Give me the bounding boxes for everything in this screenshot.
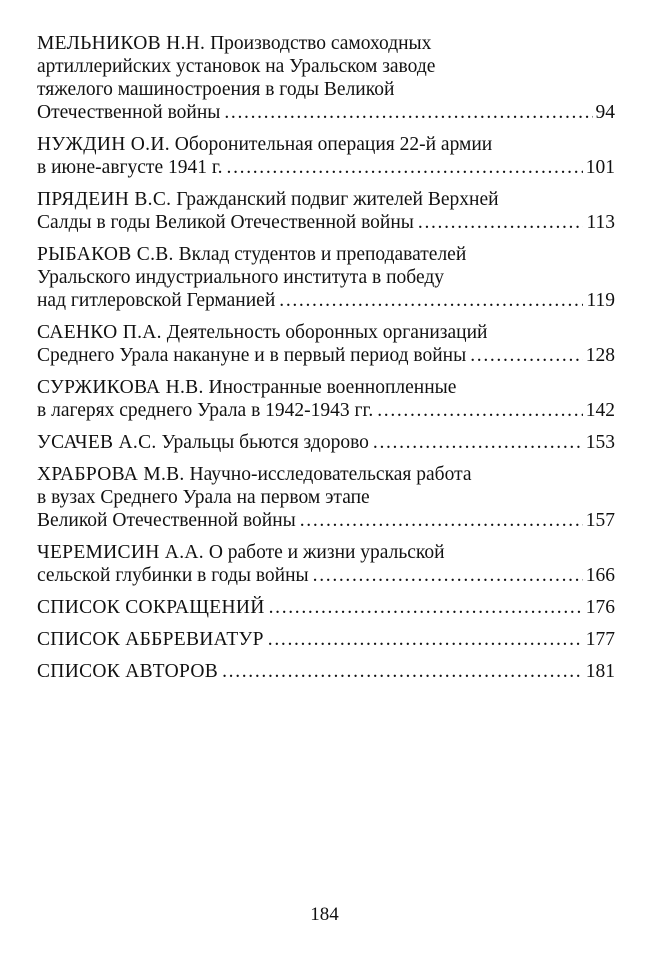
entry-title-line: Иностранные военнопленные — [208, 377, 457, 398]
entry-title-line: Производство самоходных — [210, 33, 432, 54]
toc-last-line — [37, 344, 615, 367]
toc-entry — [37, 188, 615, 234]
entry-page-number: 157 — [585, 510, 615, 531]
dot-leader — [268, 628, 583, 651]
dot-leader — [373, 431, 583, 454]
toc-section — [37, 660, 615, 683]
toc-line — [37, 376, 615, 399]
entry-title-line: артиллерийских установок на Уральском заводе — [37, 56, 436, 77]
toc-line — [37, 321, 615, 344]
toc-entry — [37, 133, 615, 179]
toc-line — [37, 431, 369, 454]
dot-leader — [377, 399, 583, 422]
toc-last-line — [37, 156, 615, 179]
entry-author: ЧЕРЕМИСИН А.А. — [37, 542, 204, 563]
entry-title-line: Уральцы бьются здорово — [161, 432, 369, 453]
entry-author: МЕЛЬНИКОВ Н.Н. — [37, 33, 206, 54]
entry-author: САЕНКО П.А. — [37, 322, 162, 343]
toc-last-line — [37, 660, 615, 683]
toc-line — [37, 463, 615, 486]
entry-title-line: О работе и жизни уральской — [208, 542, 445, 563]
dot-leader — [279, 289, 583, 312]
entry-title-line: в лагерях среднего Урала в 1942-1943 гг. — [37, 400, 374, 421]
dot-leader — [227, 156, 583, 179]
toc-line — [37, 133, 615, 156]
section-title: СПИСОК СОКРАЩЕНИЙ — [37, 597, 265, 618]
entry-title-line: тяжелого машиностроения в годы Великой — [37, 79, 395, 100]
entry-author: ХРАБРОВА М.В. — [37, 464, 185, 485]
entry-title-line: над гитлеровской Германией — [37, 290, 276, 311]
toc-entry — [37, 243, 615, 312]
entry-title-line: Оборонительная операция 22-й армии — [174, 134, 493, 155]
entry-page-number: 153 — [585, 432, 615, 453]
entry-title-line: Уральского индустриального института в победу — [37, 267, 445, 288]
entry-author: СУРЖИКОВА Н.В. — [37, 377, 204, 398]
toc-entry — [37, 376, 615, 422]
section-title: СПИСОК АББРЕВИАТУР — [37, 629, 264, 650]
dot-leader — [269, 596, 583, 619]
section-title: СПИСОК АВТОРОВ — [37, 661, 219, 682]
toc-entry — [37, 463, 615, 532]
toc-section — [37, 628, 615, 651]
section-page-number: 177 — [585, 629, 615, 650]
toc-line — [37, 188, 615, 211]
entry-title-line: Отечественной войны — [37, 102, 221, 123]
entry-title-line: Научно-исследовательская работа — [189, 464, 472, 485]
dot-leader — [470, 344, 583, 367]
entry-page-number: 166 — [585, 565, 615, 586]
entry-title-line: в июне-августе 1941 г. — [37, 157, 223, 178]
dot-leader — [300, 509, 583, 532]
entry-title-line: Вклад студентов и преподавателей — [178, 244, 467, 265]
toc-last-line — [37, 289, 615, 312]
page-number: 184 — [310, 904, 339, 925]
entry-page-number: 119 — [586, 290, 615, 311]
section-page-number: 181 — [585, 661, 615, 682]
toc-last-line — [37, 211, 615, 234]
entry-title-line: Деятельность оборонных организаций — [166, 322, 488, 343]
toc-last-line — [37, 101, 615, 124]
toc-last-line — [37, 509, 615, 532]
entry-title-line: в вузах Среднего Урала на первом этапе — [37, 487, 370, 508]
section-page-number: 176 — [585, 597, 615, 618]
toc-last-line — [37, 628, 615, 651]
entry-author: ПРЯДЕИН В.С. — [37, 189, 172, 210]
toc-entry — [37, 541, 615, 587]
dot-leader — [313, 564, 583, 587]
toc-entry — [37, 32, 615, 124]
entry-author: НУЖДИН О.И. — [37, 134, 170, 155]
entry-title-line: Среднего Урала накануне и в первый период войны — [37, 345, 467, 366]
entry-title-line: сельской глубинки в годы войны — [37, 565, 309, 586]
toc-line — [37, 541, 615, 564]
entry-title-line: Салды в годы Великой Отечественной войны — [37, 212, 414, 233]
toc-last-line — [37, 564, 615, 587]
entry-page-number: 101 — [585, 157, 615, 178]
toc-entry — [37, 321, 615, 367]
toc-line — [37, 243, 615, 266]
entry-author: РЫБАКОВ С.В. — [37, 244, 174, 265]
toc-line — [37, 32, 615, 55]
entry-title-line: Гражданский подвиг жителей Верхней — [176, 189, 499, 210]
entry-title-line: Великой Отечественной войны — [37, 510, 296, 531]
toc-last-line — [37, 431, 615, 454]
entry-page-number: 142 — [585, 400, 615, 421]
entry-author: УСАЧЕВ А.С. — [37, 432, 157, 453]
table-of-contents — [37, 32, 615, 692]
toc-last-line — [37, 596, 615, 619]
toc-last-line — [37, 399, 615, 422]
dot-leader — [222, 660, 583, 683]
entry-page-number: 128 — [585, 345, 615, 366]
toc-section — [37, 596, 615, 619]
entry-page-number: 113 — [586, 212, 615, 233]
entry-page-number: 94 — [595, 102, 615, 123]
dot-leader — [418, 211, 584, 234]
toc-entry — [37, 431, 615, 454]
dot-leader — [224, 101, 592, 124]
